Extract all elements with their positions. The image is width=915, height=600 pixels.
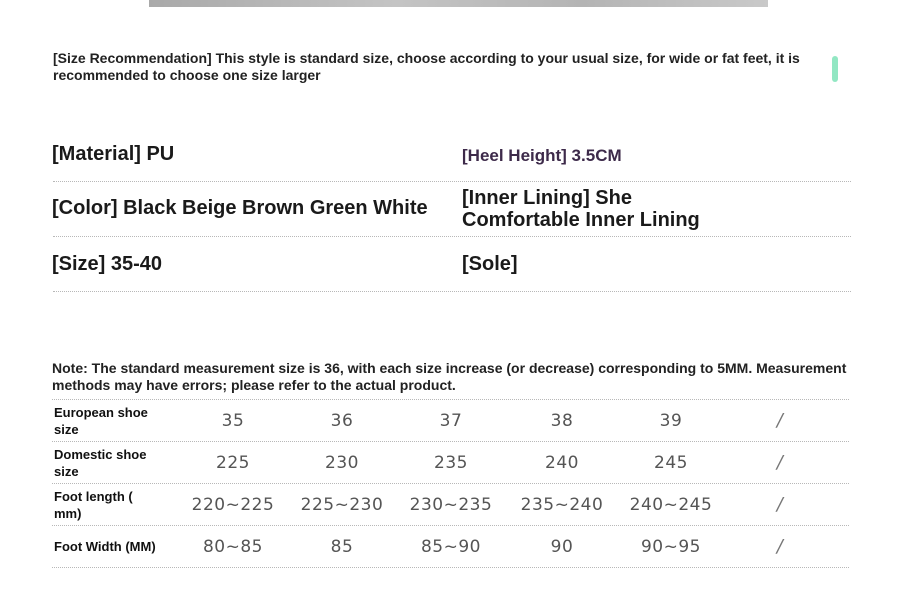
spec-sole: [Sole] — [462, 253, 518, 275]
table-cell: 36 — [330, 410, 354, 431]
product-photo-edge — [149, 0, 768, 7]
table-row — [52, 399, 849, 442]
table-cell: 240 — [545, 452, 579, 473]
table-cell: / — [776, 536, 784, 557]
table-cell: / — [776, 452, 784, 473]
spec-material: [Material] PU — [52, 143, 175, 165]
divider — [53, 291, 851, 292]
table-cell: / — [776, 410, 784, 431]
spec-size: [Size] 35-40 — [52, 253, 163, 275]
table-cell: 37 — [439, 410, 463, 431]
size-chart-table — [52, 399, 849, 568]
table-cell: 240~245 — [629, 494, 713, 515]
table-cell: 225 — [216, 452, 250, 473]
spec-color: [Color] Black Beige Brown Green White — [52, 197, 428, 219]
size-recommendation: [Size Recommendation] This style is standard size, choose according to your usual size, for wide or fat feet, it is recommended to choose one size larger — [53, 50, 800, 83]
table-cell: 85~90 — [420, 536, 481, 557]
accent-mark — [832, 56, 838, 82]
row-label: Domestic shoe size — [54, 446, 147, 479]
row-label: European shoe size — [54, 404, 148, 437]
table-cell: 35 — [221, 410, 245, 431]
table-cell: 80~85 — [202, 536, 263, 557]
table-cell: 230 — [325, 452, 359, 473]
table-cell: 38 — [550, 410, 574, 431]
table-cell: 90~95 — [640, 536, 701, 557]
spec-inner-lining: [Inner Lining] She Comfortable Inner Lining — [462, 187, 700, 231]
table-cell: 90 — [550, 536, 574, 557]
table-cell: 235~240 — [520, 494, 604, 515]
table-cell: 85 — [330, 536, 354, 557]
table-cell: 39 — [659, 410, 683, 431]
table-row — [52, 526, 849, 568]
table-row — [52, 484, 849, 526]
table-cell: 225~230 — [300, 494, 384, 515]
divider — [53, 236, 851, 237]
table-cell: 230~235 — [409, 494, 493, 515]
table-cell: 235 — [434, 452, 468, 473]
spec-heel-height: [Heel Height] 3.5CM — [462, 146, 622, 165]
row-label: Foot Width (MM) — [54, 539, 156, 554]
table-cell: 220~225 — [191, 494, 275, 515]
row-label: Foot length ( mm) — [54, 488, 133, 521]
table-row — [52, 442, 849, 484]
table-cell: / — [776, 494, 784, 515]
measurement-note: Note: The standard measurement size is 36, with each size increase (or decrease) corresponding to 5MM. Measurement methods may have errors; please refer to the actual product. — [52, 360, 847, 393]
divider — [53, 181, 851, 182]
table-cell: 245 — [654, 452, 688, 473]
